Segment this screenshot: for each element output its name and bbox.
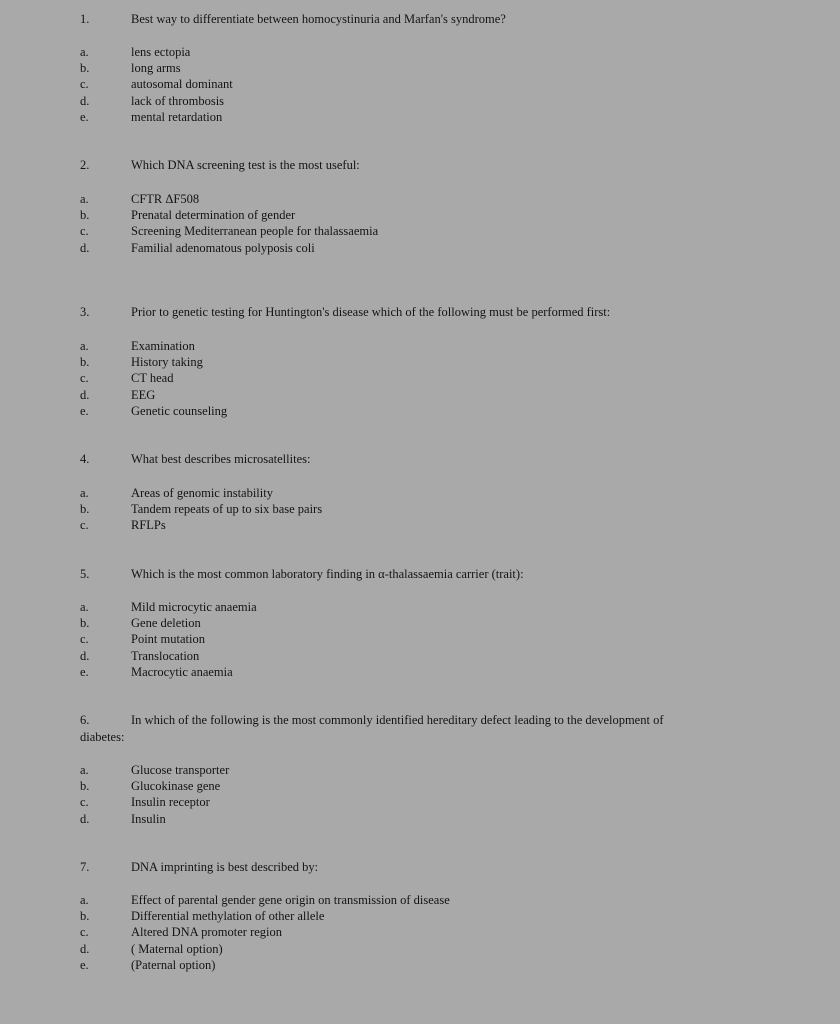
option-label: b. (80, 616, 90, 631)
option-text: mental retardation (131, 109, 223, 124)
option-text: Familial adenomatous polyposis coli (131, 240, 315, 255)
option-label: a. (80, 763, 89, 777)
option-label: d. (80, 648, 90, 663)
option-item (0, 109, 840, 125)
option-label: a. (80, 339, 89, 353)
option-text: CFTR ΔF508 (131, 192, 200, 206)
option-item (0, 207, 840, 223)
option-text: Glucokinase gene (131, 779, 221, 794)
question-number: 7. (80, 860, 90, 874)
option-label: c. (80, 518, 89, 533)
option-item (0, 240, 840, 256)
option-text: RFLPs (131, 518, 166, 533)
option-text: Effect of parental gender gene origin on transmission of disease (131, 893, 450, 907)
option-item (0, 957, 840, 973)
option-item (0, 223, 840, 239)
option-item (0, 599, 840, 615)
option-label: b. (80, 355, 90, 370)
option-item (0, 485, 840, 501)
option-item (0, 93, 840, 109)
option-text: autosomal dominant (131, 77, 233, 92)
option-label: b. (80, 909, 90, 924)
question-5 (0, 566, 840, 583)
question-text: Which DNA screening test is the most useful: (131, 158, 360, 172)
option-text: ( Maternal option) (131, 941, 223, 956)
option-text: lack of thrombosis (131, 93, 225, 108)
question-number: 1. (80, 12, 90, 26)
option-item (0, 648, 840, 664)
option-item (0, 631, 840, 647)
option-label: c. (80, 77, 89, 92)
option-label: d. (80, 941, 90, 956)
option-label: c. (80, 925, 89, 940)
option-text: Prenatal determination of gender (131, 208, 296, 223)
question-7 (0, 859, 840, 876)
question-text: DNA imprinting is best described by: (131, 860, 319, 874)
option-item (0, 517, 840, 533)
option-label: b. (80, 208, 90, 223)
option-item (0, 370, 840, 386)
option-label: e. (80, 109, 89, 124)
option-text: Genetic counseling (131, 403, 228, 418)
question-text: What best describes microsatellites: (131, 452, 311, 466)
option-item (0, 778, 840, 794)
question-text: Prior to genetic testing for Huntington's disease which of the following must be performed first: (131, 305, 611, 319)
option-text: Mild microcytic anaemia (131, 600, 257, 614)
option-text: Altered DNA promoter region (131, 925, 283, 940)
option-item (0, 908, 840, 924)
option-text: lens ectopia (131, 45, 191, 59)
options-5 (0, 599, 840, 680)
option-label: b. (80, 502, 90, 517)
option-label: a. (80, 893, 89, 907)
option-item (0, 76, 840, 92)
option-label: b. (80, 61, 90, 76)
option-label: a. (80, 600, 89, 614)
option-text: Areas of genomic instability (131, 486, 273, 500)
option-label: d. (80, 811, 90, 826)
option-text: Screening Mediterranean people for thalassaemia (131, 224, 379, 239)
option-item (0, 762, 840, 778)
option-label: c. (80, 632, 89, 647)
option-label: e. (80, 403, 89, 418)
options-6 (0, 762, 840, 827)
question-number: 6. (80, 713, 90, 727)
question-number: 5. (80, 567, 90, 581)
option-label: e. (80, 957, 89, 972)
question-number: 2. (80, 158, 90, 172)
question-number: 4. (80, 452, 90, 466)
option-text: Glucose transporter (131, 763, 230, 777)
option-item (0, 354, 840, 370)
option-text: Examination (131, 339, 195, 353)
option-label: d. (80, 240, 90, 255)
option-text: Differential methylation of other allele (131, 909, 325, 924)
option-label: a. (80, 486, 89, 500)
question-6 (0, 712, 840, 746)
option-item (0, 44, 840, 60)
option-item (0, 924, 840, 940)
option-item (0, 941, 840, 957)
option-label: c. (80, 795, 89, 810)
option-item (0, 794, 840, 810)
options-2 (0, 191, 840, 256)
option-text: Insulin (131, 811, 166, 826)
option-item (0, 615, 840, 631)
option-text: CT head (131, 371, 174, 386)
option-item (0, 191, 840, 207)
options-7 (0, 892, 840, 973)
option-label: d. (80, 387, 90, 402)
option-item (0, 811, 840, 827)
question-text: In which of the following is the most commonly identified hereditary defect leading to the development of (131, 713, 664, 727)
option-item (0, 664, 840, 680)
option-label: b. (80, 779, 90, 794)
option-text: History taking (131, 355, 203, 370)
question-text: Which is the most common laboratory finding in α-thalassaemia carrier (trait): (131, 567, 524, 581)
option-item (0, 403, 840, 419)
option-text: EEG (131, 387, 156, 402)
question-2 (0, 157, 840, 174)
option-label: c. (80, 224, 89, 239)
question-1 (0, 11, 840, 28)
option-item (0, 501, 840, 517)
question-text-continued: diabetes: (80, 730, 125, 744)
question-3 (0, 304, 840, 321)
option-label: a. (80, 45, 89, 59)
option-label: a. (80, 192, 89, 206)
option-item (0, 387, 840, 403)
question-4 (0, 451, 840, 468)
option-text: (Paternal option) (131, 957, 216, 972)
option-label: c. (80, 371, 89, 386)
option-item (0, 60, 840, 76)
option-item (0, 892, 840, 908)
option-text: Macrocytic anaemia (131, 664, 233, 679)
option-text: long arms (131, 61, 181, 76)
question-text: Best way to differentiate between homocystinuria and Marfan's syndrome? (131, 12, 506, 26)
option-label: e. (80, 664, 89, 679)
options-1 (0, 44, 840, 125)
option-text: Insulin receptor (131, 795, 210, 810)
question-number: 3. (80, 305, 90, 319)
option-text: Gene deletion (131, 616, 201, 631)
options-3 (0, 338, 840, 419)
option-text: Tandem repeats of up to six base pairs (131, 502, 323, 517)
option-text: Translocation (131, 648, 200, 663)
option-label: d. (80, 93, 90, 108)
option-text: Point mutation (131, 632, 205, 647)
options-4 (0, 485, 840, 534)
option-item (0, 338, 840, 354)
